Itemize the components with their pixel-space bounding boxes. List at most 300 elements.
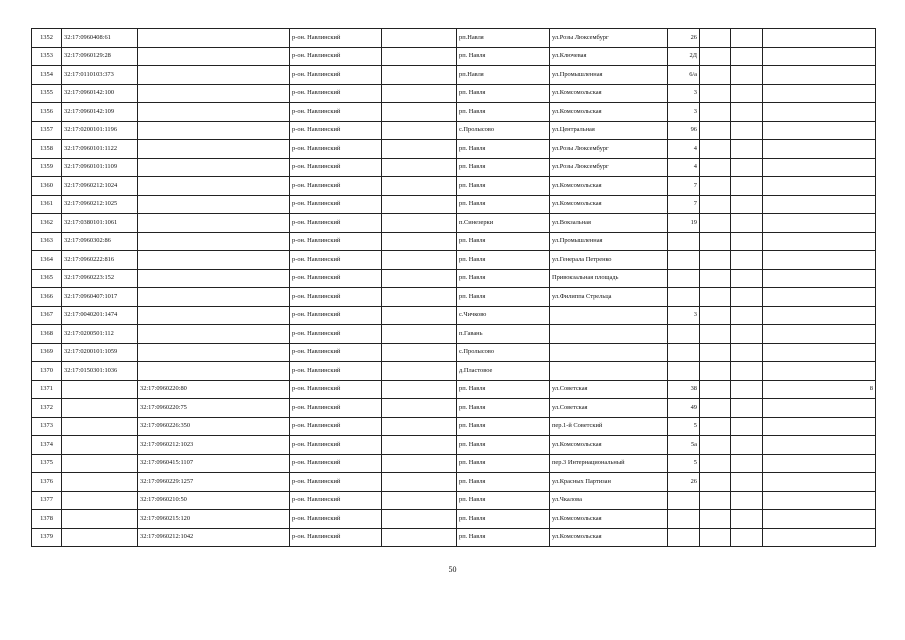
empty-cell [382,491,457,510]
settlement: рп. Навля [457,158,550,177]
house-number [668,362,700,381]
house-number: 19 [668,214,700,233]
empty-cell [731,362,763,381]
empty-cell [700,417,731,436]
cadastral-number: 32:17:0960223:152 [62,269,138,288]
empty-cell [382,380,457,399]
empty-cell [700,251,731,270]
row-number: 1358 [32,140,62,159]
extra-value [763,140,876,159]
district: р-он. Навлинский [290,417,382,436]
settlement: рп. Навля [457,177,550,196]
empty-cell [731,510,763,529]
street: ул.Генерала Петренко [550,251,668,270]
row-number: 1372 [32,399,62,418]
district: р-он. Навлинский [290,343,382,362]
street: ул.Советская [550,380,668,399]
empty-cell [700,454,731,473]
cadastral-number [62,491,138,510]
street: ул.Промышленная [550,232,668,251]
house-number: 4 [668,140,700,159]
extra-value [763,473,876,492]
street: ул.Комсомольская [550,103,668,122]
settlement: с.Чичково [457,306,550,325]
empty-cell [731,251,763,270]
empty-cell [700,288,731,307]
table-row [32,343,876,362]
house-number [668,325,700,344]
district: р-он. Навлинский [290,103,382,122]
cadastral-number-secondary [138,29,290,48]
extra-value [763,454,876,473]
table-row [32,473,876,492]
row-number: 1369 [32,343,62,362]
table-row [32,436,876,455]
street: ул.Центральная [550,121,668,140]
cadastral-number: 32:17:0960408:61 [62,29,138,48]
empty-cell [700,399,731,418]
table-row [32,121,876,140]
house-number: 2Д [668,47,700,66]
table-row [32,325,876,344]
cadastral-number-secondary [138,103,290,122]
cadastral-number-secondary: 32:17:0960212:1023 [138,436,290,455]
settlement: рп. Навля [457,454,550,473]
street: ул.Вокзальная [550,214,668,233]
empty-cell [382,251,457,270]
table-row [32,84,876,103]
empty-cell [731,436,763,455]
district: р-он. Навлинский [290,380,382,399]
house-number [668,251,700,270]
row-number: 1366 [32,288,62,307]
table-row [32,66,876,85]
empty-cell [382,195,457,214]
row-number: 1355 [32,84,62,103]
cadastral-number-secondary [138,288,290,307]
cadastral-number: 32:17:0380101:1061 [62,214,138,233]
cadastral-number-secondary [138,66,290,85]
cadastral-number [62,436,138,455]
cadastral-number [62,528,138,547]
row-number: 1362 [32,214,62,233]
extra-value [763,84,876,103]
district: р-он. Навлинский [290,306,382,325]
empty-cell [731,417,763,436]
cadastral-number: 32:17:0960222:816 [62,251,138,270]
cadastral-number: 32:17:0200101:1196 [62,121,138,140]
extra-value [763,158,876,177]
empty-cell [382,528,457,547]
cadastral-number [62,454,138,473]
empty-cell [382,214,457,233]
cadastral-number-secondary: 32:17:0960215:120 [138,510,290,529]
empty-cell [731,269,763,288]
table-row [32,177,876,196]
extra-value [763,269,876,288]
empty-cell [731,306,763,325]
cadastral-number [62,399,138,418]
house-number [668,232,700,251]
table-body [32,29,876,547]
row-number: 1360 [32,177,62,196]
house-number: 49 [668,399,700,418]
row-number: 1375 [32,454,62,473]
settlement: с.Пролысово [457,343,550,362]
street: ул.Розы Люксембург [550,29,668,48]
settlement: рп. Навля [457,380,550,399]
house-number: 7 [668,195,700,214]
extra-value [763,362,876,381]
cadastral-number-secondary [138,140,290,159]
settlement: рп. Навля [457,84,550,103]
street [550,325,668,344]
cadastral-number-secondary [138,121,290,140]
row-number: 1379 [32,528,62,547]
empty-cell [731,214,763,233]
table-row [32,417,876,436]
house-number: 6/а [668,66,700,85]
district: р-он. Навлинский [290,251,382,270]
empty-cell [382,362,457,381]
cadastral-number-secondary: 32:17:0960220:75 [138,399,290,418]
settlement: рп. Навля [457,195,550,214]
house-number: 7 [668,177,700,196]
table-row [32,232,876,251]
empty-cell [731,491,763,510]
empty-cell [731,121,763,140]
empty-cell [700,510,731,529]
district: р-он. Навлинский [290,232,382,251]
row-number: 1359 [32,158,62,177]
empty-cell [700,177,731,196]
empty-cell [700,325,731,344]
empty-cell [382,232,457,251]
street: пер.1-й Советский [550,417,668,436]
settlement: п.Синезерки [457,214,550,233]
cadastral-number: 32:17:0960212:1024 [62,177,138,196]
house-number [668,343,700,362]
extra-value [763,47,876,66]
table-row [32,510,876,529]
cadastral-number-secondary: 32:17:0960220:80 [138,380,290,399]
empty-cell [382,103,457,122]
empty-cell [731,399,763,418]
table-row [32,528,876,547]
extra-value [763,491,876,510]
district: р-он. Навлинский [290,436,382,455]
empty-cell [382,306,457,325]
district: р-он. Навлинский [290,195,382,214]
settlement: п.Гавань [457,325,550,344]
street: ул.Розы Люксембург [550,140,668,159]
settlement: рп. Навля [457,510,550,529]
cadastral-number [62,380,138,399]
extra-value [763,528,876,547]
settlement: рп. Навля [457,528,550,547]
extra-value [763,66,876,85]
settlement: д.Пластовое [457,362,550,381]
empty-cell [731,84,763,103]
street: ул.Розы Люксембург [550,158,668,177]
empty-cell [700,362,731,381]
empty-cell [700,66,731,85]
row-number: 1370 [32,362,62,381]
table-row [32,158,876,177]
district: р-он. Навлинский [290,269,382,288]
cadastral-number: 32:17:0040201:1474 [62,306,138,325]
street: ул.Красных Партизан [550,473,668,492]
empty-cell [382,84,457,103]
row-number: 1378 [32,510,62,529]
empty-cell [700,528,731,547]
settlement: рп. Навля [457,269,550,288]
house-number [668,491,700,510]
house-number: 4 [668,158,700,177]
cadastral-number: 32:17:0960101:1122 [62,140,138,159]
street: ул.Комсомольская [550,528,668,547]
cadastral-number-secondary [138,325,290,344]
district: р-он. Навлинский [290,288,382,307]
empty-cell [382,121,457,140]
empty-cell [382,417,457,436]
empty-cell [700,380,731,399]
empty-cell [731,177,763,196]
settlement: рп. Навля [457,417,550,436]
district: р-он. Навлинский [290,528,382,547]
empty-cell [382,325,457,344]
empty-cell [382,158,457,177]
row-number: 1354 [32,66,62,85]
empty-cell [731,343,763,362]
street: ул.Ключевая [550,47,668,66]
cadastral-number-secondary [138,362,290,381]
row-number: 1367 [32,306,62,325]
settlement: рп. Навля [457,399,550,418]
cadastral-number-secondary [138,47,290,66]
table-row [32,103,876,122]
extra-value [763,103,876,122]
table-row [32,399,876,418]
cadastral-number [62,473,138,492]
empty-cell [700,103,731,122]
table-row [32,195,876,214]
empty-cell [731,103,763,122]
house-number: 3 [668,103,700,122]
district: р-он. Навлинский [290,47,382,66]
table-row [32,288,876,307]
empty-cell [700,195,731,214]
extra-value [763,251,876,270]
house-number: 96 [668,121,700,140]
settlement: рп. Навля [457,103,550,122]
house-number: 3 [668,306,700,325]
cadastral-number: 32:17:0200501:112 [62,325,138,344]
empty-cell [382,454,457,473]
row-number: 1365 [32,269,62,288]
empty-cell [731,454,763,473]
district: р-он. Навлинский [290,473,382,492]
house-number: 38 [668,380,700,399]
house-number [668,288,700,307]
extra-value [763,325,876,344]
extra-value [763,510,876,529]
cadastral-number: 32:17:0960212:1025 [62,195,138,214]
empty-cell [731,29,763,48]
cadastral-number: 32:17:0110103:373 [62,66,138,85]
row-number: 1363 [32,232,62,251]
settlement: рп.Навля [457,29,550,48]
cadastral-number-secondary [138,158,290,177]
empty-cell [700,158,731,177]
extra-value [763,214,876,233]
cadastral-number-secondary: 32:17:0960210:50 [138,491,290,510]
settlement: рп. Навля [457,436,550,455]
cadastral-number-secondary [138,84,290,103]
empty-cell [700,47,731,66]
empty-cell [382,399,457,418]
empty-cell [382,47,457,66]
district: р-он. Навлинский [290,510,382,529]
cadastral-number: 32:17:0960302:86 [62,232,138,251]
extra-value [763,195,876,214]
empty-cell [731,325,763,344]
cadastral-number-secondary [138,195,290,214]
table-row [32,140,876,159]
district: р-он. Навлинский [290,140,382,159]
extra-value [763,29,876,48]
table-row [32,269,876,288]
table-row [32,380,876,399]
empty-cell [382,436,457,455]
empty-cell [700,140,731,159]
empty-cell [700,232,731,251]
cadastral-number: 32:17:0960142:109 [62,103,138,122]
house-number: 26 [668,473,700,492]
house-number [668,528,700,547]
table-row [32,251,876,270]
street: ул.Комсомольская [550,436,668,455]
settlement: рп. Навля [457,491,550,510]
row-number: 1361 [32,195,62,214]
cadastral-number [62,510,138,529]
cadastral-number-secondary [138,251,290,270]
row-number: 1373 [32,417,62,436]
extra-value [763,343,876,362]
row-number: 1356 [32,103,62,122]
cadastral-number-secondary [138,214,290,233]
empty-cell [700,214,731,233]
table-row [32,214,876,233]
table-row [32,306,876,325]
table-row [32,47,876,66]
empty-cell [731,288,763,307]
empty-cell [382,66,457,85]
settlement: рп.Навля [457,66,550,85]
house-number [668,269,700,288]
district: р-он. Навлинский [290,121,382,140]
extra-value [763,288,876,307]
row-number: 1368 [32,325,62,344]
street: ул.Филиппа Стрельца [550,288,668,307]
empty-cell [382,29,457,48]
row-number: 1352 [32,29,62,48]
page-number: 50 [448,565,457,574]
empty-cell [731,66,763,85]
empty-cell [700,84,731,103]
street: Привокзальная площадь [550,269,668,288]
house-number: 26 [668,29,700,48]
street: ул.Комсомольская [550,195,668,214]
settlement: рп. Навля [457,232,550,251]
empty-cell [700,29,731,48]
settlement: рп. Навля [457,140,550,159]
settlement: рп. Навля [457,47,550,66]
empty-cell [731,380,763,399]
settlement: рп. Навля [457,251,550,270]
empty-cell [700,343,731,362]
cadastral-number-secondary [138,269,290,288]
settlement: с.Пролысово [457,121,550,140]
cadastral-number: 32:17:0960129:28 [62,47,138,66]
district: р-он. Навлинский [290,325,382,344]
table-row [32,454,876,473]
extra-value [763,399,876,418]
extra-value [763,232,876,251]
table-row [32,491,876,510]
cadastral-number-secondary [138,343,290,362]
empty-cell [700,491,731,510]
house-number: 5 [668,417,700,436]
district: р-он. Навлинский [290,66,382,85]
district: р-он. Навлинский [290,399,382,418]
settlement: рп. Навля [457,473,550,492]
row-number: 1357 [32,121,62,140]
empty-cell [382,473,457,492]
district: р-он. Навлинский [290,362,382,381]
district: р-он. Навлинский [290,491,382,510]
empty-cell [382,343,457,362]
empty-cell [700,306,731,325]
street: ул.Чкалова [550,491,668,510]
extra-value: 8 [763,380,876,399]
street [550,306,668,325]
district: р-он. Навлинский [290,454,382,473]
street: ул.Комсомольская [550,84,668,103]
empty-cell [731,473,763,492]
district: р-он. Навлинский [290,177,382,196]
cadastral-number: 32:17:0960101:1109 [62,158,138,177]
extra-value [763,121,876,140]
street: ул.Комсомольская [550,177,668,196]
empty-cell [731,140,763,159]
empty-cell [731,47,763,66]
cadastral-number: 32:17:0960142:100 [62,84,138,103]
row-number: 1376 [32,473,62,492]
cadastral-number-secondary: 32:17:0960226:350 [138,417,290,436]
row-number: 1364 [32,251,62,270]
row-number: 1353 [32,47,62,66]
empty-cell [731,195,763,214]
house-number: 5 [668,454,700,473]
cadastral-number-secondary: 32:17:0960229:1257 [138,473,290,492]
empty-cell [382,177,457,196]
row-number: 1371 [32,380,62,399]
empty-cell [382,510,457,529]
register-table [31,28,876,547]
district: р-он. Навлинский [290,29,382,48]
cadastral-number-secondary: 32:17:0960415:1107 [138,454,290,473]
